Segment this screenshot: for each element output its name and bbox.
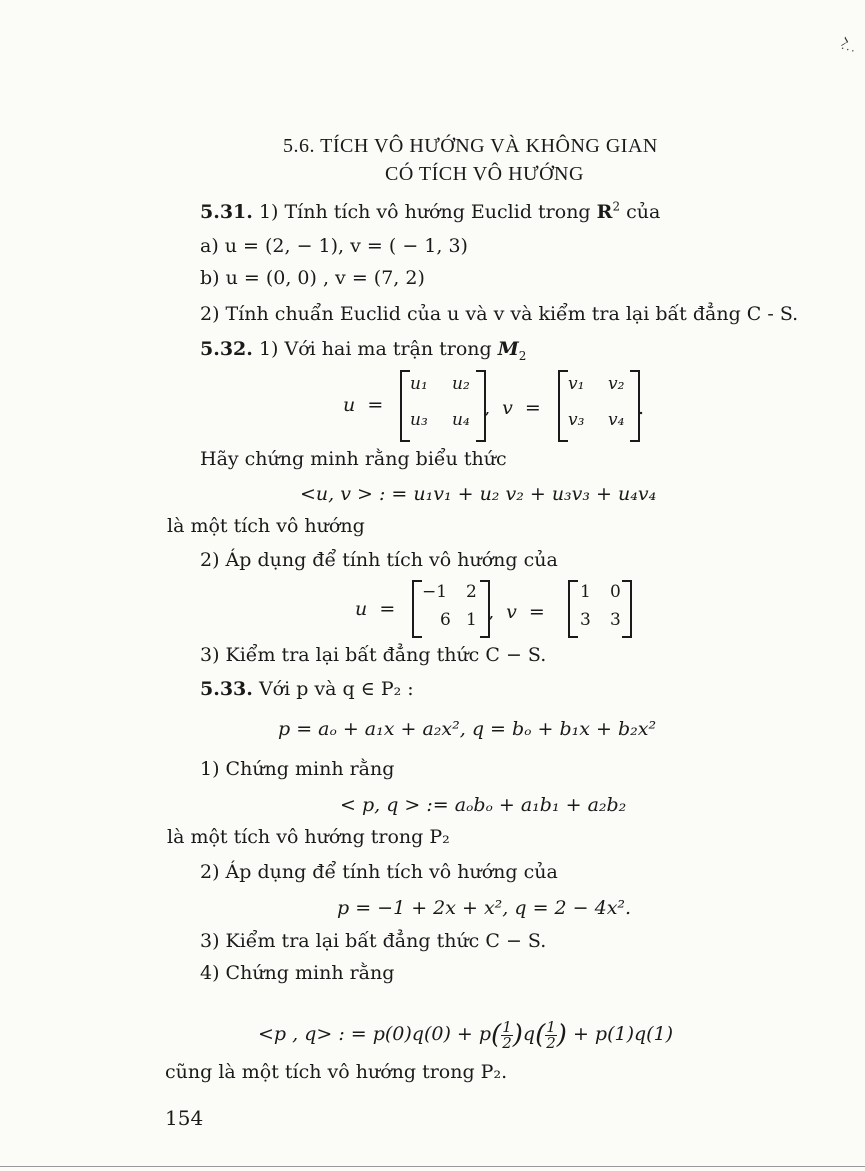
section-title-line2: CÓ TÍCH VÔ HƯỚNG (385, 163, 584, 185)
exercise-533-text: Với p và q ∈ P₂ : (258, 678, 414, 700)
exercise-532-number: 5.32. (200, 338, 253, 360)
matrix-u-cell: u₁ (410, 374, 428, 394)
scan-bottom-edge (0, 1166, 865, 1167)
matrix-u-cell: u₂ (452, 374, 470, 394)
matrix-space-symbol: M (497, 338, 519, 360)
exercise-531-a: a) u = (2, − 1), v = ( − 1, 3) (200, 235, 468, 257)
exercise-532-prove: Hãy chứng minh rằng biểu thức (200, 448, 507, 470)
exercise-533-number: 5.33. (200, 678, 253, 700)
matrix-u (400, 370, 486, 442)
matrix-u-cell: u₃ (410, 410, 428, 430)
fraction-half: $\frac{1}{2}$ (502, 1017, 512, 1052)
page-number: 154 (165, 1106, 204, 1130)
exercise-532-line1: 5.32. 1) Với hai ma trận trong $M_2$ (200, 338, 527, 363)
matrix-v2-label: , v = (488, 601, 545, 623)
matrix-v-label: , v = (484, 397, 541, 419)
exercise-533-check: 3) Kiểm tra lại bất đẳng thức C − S. (200, 930, 547, 952)
formula2-part-c: + p(1)q(1) (566, 1023, 674, 1045)
exercise-531-text-end: của (620, 201, 661, 223)
exercise-533-prove2: 4) Chứng minh rằng (200, 962, 395, 984)
exercise-531-text: 1) Tính tích vô hướng Euclid trong (258, 201, 597, 223)
exercise-531-line1: 5.31. 1) Tính tích vô hướng Euclid trong $R^2$ của (200, 199, 661, 223)
exercise-533-pq: p = −1 + 2x + x², q = 2 − 4x². (337, 897, 632, 919)
formula2-part-a: <p , q> : = p(0)q(0) + p (258, 1023, 492, 1045)
exercise-532-check: 3) Kiểm tra lại bất đẳng thức C − S. (200, 644, 547, 666)
matrix-v2-cell: 3 (580, 610, 591, 630)
matrix-u2-cell: −1 (422, 582, 448, 602)
matrix-v2-cell: 3 (610, 610, 621, 630)
matrix-v2-cell: 1 (580, 582, 591, 602)
matrix-v-cell: v₁ (568, 374, 585, 394)
exercise-532-apply: 2) Áp dụng để tính tích vô hướng của (200, 549, 558, 571)
exercise-532-formula: <u, v > : = u₁v₁ + u₂ v₂ + u₃v₃ + u₄v₄ (300, 483, 657, 505)
matrix-v (558, 370, 640, 442)
matrix-u2-label: u = (355, 598, 396, 620)
exercise-533-poly: p = aₒ + a₁x + a₂x², q = bₒ + b₁x + b₂x² (278, 718, 657, 740)
matrix-v-cell: v₃ (568, 410, 585, 430)
matrix-u2-cell: 2 (466, 582, 477, 602)
exercise-532-text: 1) Với hai ma trận trong (258, 338, 498, 360)
fraction-half: $\frac{1}{2}$ (546, 1017, 556, 1052)
exercise-533-line1 (200, 677, 414, 701)
matrix-v-cell: v₄ (608, 410, 625, 430)
exercise-533-prove: 1) Chứng minh rằng (200, 758, 395, 780)
exercise-531-part2: 2) Tính chuẩn Euclid của u và v và kiểm tra lại bất đẳng C - S. (200, 303, 799, 325)
matrix-v2-cell: 0 (610, 582, 621, 602)
exercise-533-last: cũng là một tích vô hướng trong P₂. (165, 1061, 508, 1083)
exercise-533-formula2: <p , q> : = p(0)q(0) + p( $\frac{1}{2}$ )q( $\frac{1}{2}$ ) + p(1)q(1) (258, 1017, 674, 1052)
matrix-u-cell: u₄ (452, 410, 470, 430)
matrix-u-numeric (412, 580, 490, 638)
corner-mark: ℸ⋰ (835, 35, 857, 58)
exercise-533-formula: < p, q > := aₒbₒ + a₁b₁ + a₂b₂ (340, 794, 627, 816)
matrix-u2-cell: 6 (440, 610, 451, 630)
matrix-v-cell: v₂ (608, 374, 625, 394)
r-symbol: R (596, 201, 613, 223)
matrix-u2-cell: 1 (466, 610, 477, 630)
exercise-532-is: là một tích vô hướng (167, 515, 365, 537)
matrix-v-numeric (568, 580, 632, 638)
formula2-part-b: q (522, 1023, 536, 1045)
matrix-u-label: u = (343, 394, 384, 416)
exercise-531-number: 5.31. (200, 201, 253, 223)
section-title-line1: 5.6. TÍCH VÔ HƯỚNG VÀ KHÔNG GIAN (283, 135, 658, 157)
exercise-533-is: là một tích vô hướng trong P₂ (167, 826, 450, 848)
exercise-531-b: b) u = (0, 0) , v = (7, 2) (200, 267, 425, 289)
exercise-533-apply: 2) Áp dụng để tính tích vô hướng của (200, 861, 558, 883)
